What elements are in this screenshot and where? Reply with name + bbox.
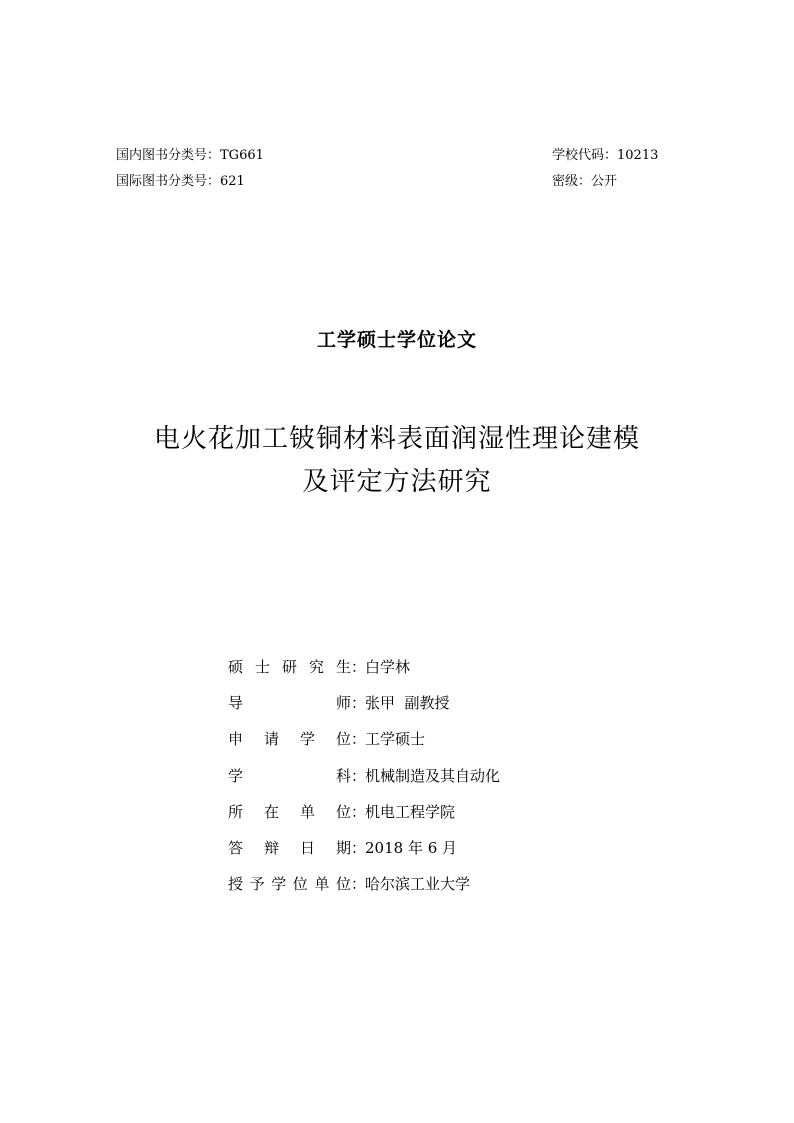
degree-colon: ：: [351, 730, 367, 749]
degree-label: 申请学位: [228, 730, 351, 749]
department-label: 所在单位: [228, 802, 351, 821]
candidate-colon: ：: [351, 657, 367, 676]
school-code-value: 10213: [617, 148, 659, 163]
info-row-supervisor: [228, 684, 500, 720]
discipline-value: 机械制造及其自动化: [365, 766, 501, 785]
domestic-class-label: 国内图书分类号：: [116, 148, 221, 163]
secrecy-value: 公开: [591, 174, 618, 189]
supervisor-label: 导师: [228, 693, 351, 712]
info-row-department: [228, 793, 500, 829]
department-value: 机电工程学院: [365, 802, 456, 821]
international-class-value: 621: [220, 174, 245, 189]
school-code: [552, 148, 658, 164]
domestic-class-number: [116, 148, 264, 164]
info-row-institution: [228, 866, 500, 902]
supervisor-colon: ：: [351, 693, 367, 712]
supervisor-value: 张甲 副教授: [365, 693, 450, 712]
domestic-class-value: TG661: [220, 148, 264, 163]
institution-colon: ：: [351, 875, 367, 894]
info-row-discipline: [228, 757, 500, 793]
info-row-candidate: [228, 648, 500, 684]
degree-type-heading: 工学硕士学位论文: [316, 329, 477, 351]
institution-value: 哈尔滨工业大学: [365, 875, 471, 894]
candidate-label: 硕士研究生: [228, 657, 351, 676]
candidate-value: 白学林: [365, 657, 411, 676]
defense-date-value: 2018 年 6 月: [365, 839, 458, 858]
discipline-colon: ：: [351, 766, 367, 785]
thesis-title-line-2: 及评定方法研究: [302, 467, 492, 497]
info-row-degree: [228, 721, 500, 757]
secrecy-level: [552, 174, 617, 190]
discipline-label: 学科: [228, 766, 351, 785]
thesis-info-block: [228, 648, 500, 902]
thesis-title-line-1: 电火花加工铍铜材料表面润湿性理论建模: [153, 424, 640, 454]
defense-date-colon: ：: [351, 839, 367, 858]
international-class-number: [116, 174, 245, 190]
international-class-label: 国际图书分类号：: [116, 174, 221, 189]
secrecy-label: 密级：: [552, 174, 592, 189]
defense-date-label: 答辩日期: [228, 839, 351, 858]
school-code-label: 学校代码：: [552, 148, 618, 163]
degree-value: 工学硕士: [365, 730, 426, 749]
institution-label: 授予学位单位: [228, 875, 351, 894]
info-row-defense-date: [228, 829, 500, 865]
department-colon: ：: [351, 802, 367, 821]
